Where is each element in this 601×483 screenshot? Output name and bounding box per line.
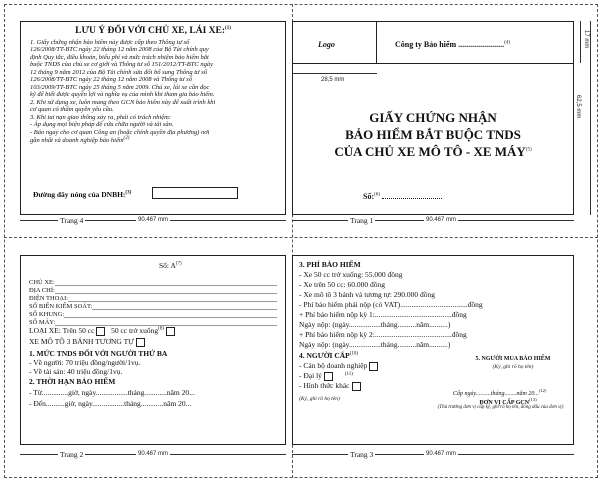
issuer-staff: - Cán bộ doanh nghiệp	[299, 361, 378, 371]
checkbox-over-50cc[interactable]	[96, 327, 105, 336]
cert-title-3: CỦA CHỦ XE MÔ TÔ - XE MÁY$^{(5)}$	[334, 144, 532, 159]
vehicle-field-label: SỐ KHUNG:	[29, 311, 65, 318]
notice-line: 2. Khi sử dụng xe, luôn mang theo GCN bảo hiểm này để xuất trình khi	[30, 98, 216, 106]
logo-box	[293, 22, 377, 64]
notice-line: 126/2008/TT-BTC ngày 22 tháng 12 năm 2008 và Thông tư số	[30, 76, 192, 84]
cert-title-2: BẢO HIỂM BẮT BUỘC TNDS	[345, 127, 521, 142]
vehicle-field-label: ĐỊA CHỈ:	[29, 287, 55, 294]
fee-line-3: - Xe mô tô 3 bánh và tương tự: 290.000 đồng	[299, 290, 436, 299]
dim-logo-width: 28,5 mm	[321, 77, 345, 83]
section-2-from: - Từ..............giờ, ngày.................tháng............năm 20...	[29, 388, 195, 397]
vehicle-field-row	[29, 318, 277, 326]
section-4-title: 4. NGƯỜI CẤP$^{(10)}$	[299, 351, 359, 360]
vehicle-type: LOẠI XE: Trên 50 cc 50 cc trở xuống$^{(8)}$	[29, 326, 175, 336]
notice-line: định Quy tắc, điều khoản, biểu phí và mức trách nhiệm bảo hiểm bắt	[30, 53, 209, 61]
dim-62mm-arrow	[590, 21, 591, 215]
issuer-unit: ĐƠN VỊ CẤP GCN$^{(13)}$	[479, 397, 537, 406]
dim-top-left: 90.467 mm	[138, 217, 169, 223]
issuer-unit-note: (Thủ trưởng đơn vị cấp ký, ghi rõ họ tên, đóng dấu của đơn vị)	[437, 405, 564, 410]
vehicle-field-row	[29, 310, 277, 318]
dim-bottom-left: 90.467 mm	[138, 451, 169, 457]
logo-label: Logo	[318, 40, 335, 49]
fee-line-4: - Phí bảo hiểm phải nộp (có VAT)....................................đồng	[299, 300, 483, 309]
label-trang-3: Trang 3	[350, 450, 374, 459]
company-label: Công ty Bảo hiểm .......................$^{(4)}$	[395, 40, 510, 49]
section-3-title: 3. PHÍ BẢO HIỂM	[299, 260, 361, 269]
panel-trang-2	[20, 255, 286, 445]
cut-line-top	[4, 4, 598, 5]
hotline-label: Đường dây nóng của DNBH:$^{(3)}$	[33, 190, 132, 199]
notice-line: buộc TNDS của chủ xe cơ giới và Thông tư số 151/2012/TT-BTC ngày	[30, 61, 213, 69]
cut-line-right	[597, 4, 598, 478]
notice-line: 3. Khi tai nạn giao thông xảy ra, phải có trách nhiệm:	[30, 113, 172, 121]
issuer-other: - Hình thức khác	[299, 381, 361, 391]
fee-line-6: Ngày nộp: (ngày.................tháng..........năm..........)	[299, 320, 451, 329]
dim-bottom-right: 90.467 mm	[426, 451, 457, 457]
issuer-sign-note: (Ký, ghi rõ họ tên)	[299, 396, 340, 402]
panel-trang-1	[292, 21, 574, 215]
vehicle-field-label: SỐ MÁY:	[29, 319, 56, 326]
fee-line-2: - Xe trên 50 cc: 60.000 đồng	[299, 280, 386, 289]
dim-top-right: 90.467 mm	[426, 217, 457, 223]
vehicle-field-row	[29, 302, 277, 310]
label-trang-4: Trang 4	[60, 216, 84, 225]
issued-date: Cấp ngày..........tháng........năm 20...$^{(12)}$	[453, 388, 547, 397]
cert-title-1: GIẤY CHỨNG NHẬN	[369, 110, 497, 125]
dim-17mm-arrow	[580, 21, 581, 63]
notice-title: LƯU Ý ĐỐI VỚI CHỦ XE, LÁI XE:$^{(1)}$	[75, 26, 231, 37]
notice-line: kỹ để biết được quyền lợi và nghĩa vụ của mình khi tham gia bảo hiểm.	[30, 91, 215, 99]
vehicle-field-row	[29, 286, 277, 294]
label-trang-2: Trang 2	[60, 450, 84, 459]
issuer-agent: - Đại lý $^{(11)}$	[299, 371, 353, 380]
buyer-sign-note: (Ký, ghi rõ họ tên)	[492, 364, 534, 370]
cut-line-left	[4, 4, 5, 478]
label-trang-1: Trang 1	[350, 216, 374, 225]
checkbox-issuer-agent[interactable]	[324, 372, 333, 381]
panel-trang-4	[20, 21, 286, 215]
section-1-line-2: - Về tài sản: 40 triệu đồng/1vụ.	[29, 367, 123, 376]
notice-line: - Báo ngay cho cơ quan Công an (hoặc chính quyền địa phương) nơi	[30, 128, 210, 136]
fee-line-8: Ngày nộp: (ngày.................tháng..........năm..........)	[299, 340, 451, 349]
cut-line-bottom	[4, 477, 598, 478]
dim-logo-arrow	[293, 73, 377, 74]
section-1-line-1: - Về người: 70 triệu đồng/người/1vụ.	[29, 358, 141, 367]
dim-17mm: 17 mm	[583, 30, 589, 49]
checkbox-three-wheel[interactable]	[136, 338, 145, 347]
section-2-to: - Đến..........giờ, ngày.................tháng............năm 20...	[29, 399, 192, 408]
vehicle-field-label: SỐ BIỂN KIỂM SOÁT:	[29, 303, 93, 310]
fee-line-5: + Phí bảo hiểm nộp kỳ 1:.........................................đồng	[299, 310, 467, 319]
hotline-box	[152, 187, 238, 199]
cut-line-middle	[4, 237, 598, 238]
company-box	[377, 22, 573, 64]
cert-number: Số:$^{(6)}$	[363, 192, 442, 201]
section-1-title: 1. MỨC TNDS ĐỐI VỚI NGƯỜI THỨ BA	[29, 349, 168, 358]
notice-line: 103/2009/TT-BTC ngày 25 tháng 5 năm 2009. Chủ xe, lái xe cần đọc	[30, 83, 210, 91]
vehicle-field-row	[29, 278, 277, 286]
notice-line: - Áp dụng mọi biện pháp để cứu chữa người và tài sản.	[30, 121, 174, 129]
notice-line: gần nhất và doanh nghiệp bảo hiểm$^{(2)}$	[30, 136, 130, 145]
fee-line-7: + Phí bảo hiểm nộp kỳ 2:.........................................đồng	[299, 330, 467, 339]
notice-line: cơ quan có thẩm quyền yêu cầu.	[30, 106, 114, 114]
so-a: Số: $A^{(7)}$	[159, 261, 182, 270]
vehicle-field-row	[29, 294, 277, 302]
notice-line: 126/2008/TT-BTC ngày 22 tháng 12 năm 2008 của Bộ Tài chính quy	[30, 46, 209, 54]
fee-line-1: - Xe 50 cc trở xuống: 55.000 đồng	[299, 270, 403, 279]
vehicle-field-label: CHỦ XE:	[29, 279, 55, 286]
dim-62mm: 62,5 mm	[575, 95, 581, 119]
checkbox-issuer-staff[interactable]	[369, 362, 378, 371]
panel-trang-3	[292, 255, 574, 445]
section-2-title: 2. THỜI HẠN BẢO HIỂM	[29, 377, 116, 386]
notice-line: 1. Giấy chứng nhận bảo hiểm này được cấp theo Thông tư số	[30, 39, 190, 46]
vehicle-field-label: ĐIỆN THOẠI:	[29, 295, 69, 302]
buyer-title: 5. NGƯỜI MUA BẢO HIỂM	[475, 356, 551, 362]
checkbox-issuer-other[interactable]	[352, 382, 361, 391]
checkbox-under-50cc[interactable]	[166, 327, 175, 336]
notice-body	[30, 39, 279, 145]
three-wheel: XE MÔ TÔ 3 BÁNH TƯƠNG TỰ	[29, 337, 145, 347]
notice-line: 12 tháng 9 năm 2012 của Bộ Tài chính sửa đổi bổ sung Thông tư số	[30, 68, 207, 76]
